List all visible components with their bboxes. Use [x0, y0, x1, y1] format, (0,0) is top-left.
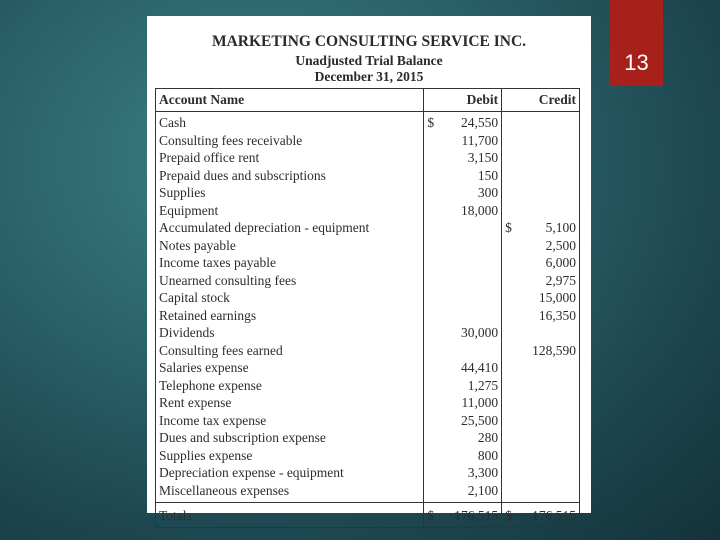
- account-name: Supplies: [156, 184, 424, 202]
- currency-symbol: [427, 412, 431, 430]
- debit-value: 44,410: [461, 360, 499, 375]
- table-row: [156, 254, 580, 272]
- debit-value: 18,000: [461, 202, 499, 218]
- account-name: Capital stock: [156, 289, 424, 307]
- account-name: Dues and subscription expense: [156, 429, 424, 447]
- table-row: [156, 394, 580, 412]
- trial-balance-table: [155, 88, 580, 528]
- credit-cell: [502, 324, 580, 342]
- credit-cell: [502, 112, 580, 132]
- table-row: [156, 324, 580, 342]
- credit-value: 2,975: [545, 272, 576, 288]
- debit-value: 11,000: [461, 395, 499, 410]
- credit-cell: [502, 167, 580, 185]
- debit-cell: [424, 219, 502, 237]
- currency-symbol: [427, 132, 431, 150]
- debit-cell: [424, 412, 502, 430]
- column-header-debit: Debit: [424, 89, 502, 112]
- credit-cell: [502, 289, 580, 307]
- totals-credit: [502, 503, 580, 528]
- company-name: MARKETING CONSULTING SERVICE INC.: [211, 33, 527, 50]
- account-name: Salaries expense: [156, 359, 424, 377]
- currency-symbol: [427, 359, 431, 377]
- account-name: Dividends: [156, 324, 424, 342]
- account-name: Unearned consulting fees: [156, 272, 424, 290]
- credit-cell: [502, 377, 580, 395]
- currency-symbol: [427, 482, 431, 500]
- currency-symbol: $: [505, 508, 512, 523]
- credit-value: 6,000: [545, 255, 576, 270]
- debit-cell: [424, 167, 502, 185]
- credit-value: 2,500: [545, 237, 576, 253]
- currency-symbol: $: [505, 220, 512, 235]
- currency-symbol: [505, 289, 509, 307]
- totals-row: [156, 503, 580, 528]
- account-name: Prepaid office rent: [156, 149, 424, 167]
- debit-value: 3,150: [467, 150, 499, 165]
- account-name: Notes payable: [156, 237, 424, 255]
- account-name: Rent expense: [156, 394, 424, 412]
- currency-symbol: [427, 429, 431, 447]
- debit-cell: [424, 429, 502, 447]
- credit-cell: [502, 254, 580, 272]
- debit-value: 300: [477, 185, 499, 200]
- table-row: [156, 482, 580, 503]
- debit-value: 30,000: [461, 325, 499, 340]
- credit-cell: [502, 464, 580, 482]
- report-date: December 31, 2015: [314, 69, 424, 84]
- debit-cell: [424, 464, 502, 482]
- debit-value: 280: [477, 430, 499, 445]
- table-row: [156, 219, 580, 237]
- credit-value: 15,000: [538, 290, 576, 305]
- currency-symbol: [505, 237, 509, 255]
- table-row: [156, 132, 580, 150]
- currency-symbol: [427, 167, 431, 185]
- debit-cell: [424, 377, 502, 395]
- debit-cell: [424, 307, 502, 325]
- debit-cell: [424, 289, 502, 307]
- table-row: [156, 184, 580, 202]
- debit-cell: [424, 254, 502, 272]
- currency-symbol: [505, 272, 509, 290]
- totals-label: Totals: [156, 503, 424, 528]
- credit-cell: [502, 149, 580, 167]
- credit-cell: [502, 184, 580, 202]
- currency-symbol: $: [427, 115, 435, 130]
- currency-symbol: [427, 377, 431, 395]
- currency-symbol: [427, 184, 431, 202]
- table-row: [156, 272, 580, 290]
- account-name: Prepaid dues and subscriptions: [156, 167, 424, 185]
- account-name: Income taxes payable: [156, 254, 424, 272]
- table-body: [156, 112, 580, 503]
- credit-value: 128,590: [532, 342, 576, 358]
- credit-cell: [502, 412, 580, 430]
- table-row: [156, 167, 580, 185]
- slide-number-badge: [610, 0, 663, 86]
- credit-cell: [502, 394, 580, 412]
- debit-cell: [424, 482, 502, 503]
- debit-value: 1,275: [467, 377, 499, 393]
- account-name: Telephone expense: [156, 377, 424, 395]
- currency-symbol: [427, 324, 431, 342]
- currency-symbol: [505, 342, 509, 360]
- debit-cell: [424, 394, 502, 412]
- currency-symbol: [427, 447, 431, 465]
- table-row: [156, 237, 580, 255]
- account-name: Depreciation expense - equipment: [156, 464, 424, 482]
- table-row: [156, 307, 580, 325]
- credit-value: 5,100: [545, 220, 576, 235]
- table-row: [156, 289, 580, 307]
- trial-balance-document: [147, 16, 591, 523]
- debit-cell: [424, 132, 502, 150]
- totals-debit-value: 176,515: [454, 508, 499, 523]
- credit-cell: [502, 429, 580, 447]
- currency-symbol: [427, 394, 431, 412]
- credit-cell: [502, 132, 580, 150]
- column-header-credit: Credit: [502, 89, 580, 112]
- account-name: Consulting fees earned: [156, 342, 424, 360]
- account-name: Supplies expense: [156, 447, 424, 465]
- table-row: [156, 359, 580, 377]
- table-row: [156, 202, 580, 220]
- debit-cell: [424, 359, 502, 377]
- debit-cell: [424, 447, 502, 465]
- debit-cell: [424, 342, 502, 360]
- table-row: [156, 412, 580, 430]
- debit-value: 3,300: [467, 465, 499, 480]
- currency-symbol: [505, 307, 509, 325]
- debit-cell: [424, 237, 502, 255]
- debit-value: 2,100: [467, 482, 499, 498]
- account-name: Miscellaneous expenses: [156, 482, 424, 503]
- account-name: Income tax expense: [156, 412, 424, 430]
- table-header-row: [156, 89, 580, 112]
- table-row: [156, 429, 580, 447]
- table-row: [156, 149, 580, 167]
- debit-value: 11,700: [461, 132, 499, 148]
- debit-cell: [424, 149, 502, 167]
- account-name: Retained earnings: [156, 307, 424, 325]
- credit-cell: [502, 202, 580, 220]
- debit-cell: [424, 184, 502, 202]
- credit-cell: [502, 272, 580, 290]
- table-row: [156, 447, 580, 465]
- credit-cell: [502, 342, 580, 360]
- debit-value: 800: [477, 447, 499, 463]
- account-name: Consulting fees receivable: [156, 132, 424, 150]
- totals-debit: [424, 503, 502, 528]
- report-title: Unadjusted Trial Balance: [295, 53, 443, 68]
- column-header-account: Account Name: [156, 89, 424, 112]
- currency-symbol: [427, 202, 431, 220]
- currency-symbol: [427, 464, 431, 482]
- debit-value: 25,500: [461, 412, 499, 428]
- table-row: [156, 112, 580, 132]
- debit-cell: [424, 112, 502, 132]
- credit-cell: [502, 219, 580, 237]
- credit-cell: [502, 307, 580, 325]
- debit-value: 24,550: [461, 115, 499, 130]
- account-name: Cash: [156, 112, 424, 132]
- credit-value: 16,350: [538, 307, 576, 323]
- account-name: Accumulated depreciation - equipment: [156, 219, 424, 237]
- table-row: [156, 377, 580, 395]
- credit-cell: [502, 482, 580, 503]
- account-name: Equipment: [156, 202, 424, 220]
- credit-cell: [502, 237, 580, 255]
- debit-value: 150: [477, 167, 499, 183]
- slide-number: 13: [624, 50, 649, 75]
- debit-cell: [424, 272, 502, 290]
- currency-symbol: [427, 149, 431, 167]
- credit-cell: [502, 447, 580, 465]
- table-row: [156, 464, 580, 482]
- credit-cell: [502, 359, 580, 377]
- table-row: [156, 342, 580, 360]
- currency-symbol: $: [427, 508, 435, 523]
- currency-symbol: [505, 254, 509, 272]
- debit-cell: [424, 324, 502, 342]
- debit-cell: [424, 202, 502, 220]
- totals-credit-value: 176,515: [532, 508, 576, 523]
